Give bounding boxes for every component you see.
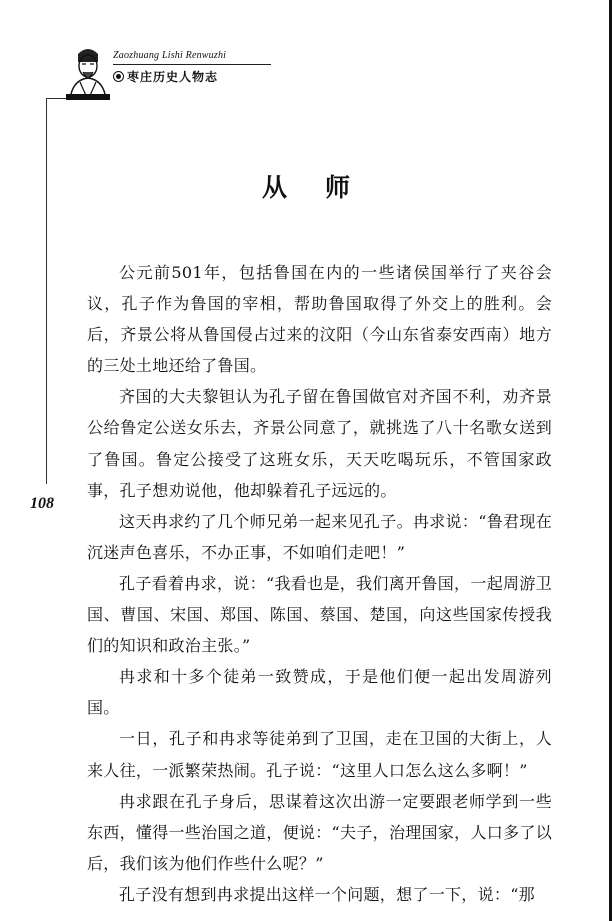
paragraph: 孔子看着冉求，说：“我看也是，我们离开鲁国，一起周游卫国、曹国、宋国、郑国、陈国、蔡国、楚国，向这些国家传授我们的知识和政治主张。” (87, 573, 552, 656)
paragraph: 公元前501年，包括鲁国在内的一些诸侯国举行了夹谷会议，孔子作为鲁国的宰相，帮助鲁国取得了外交上的胜利。会后，齐景公将从鲁国侵占过来的汶阳（今山东省泰安西南）地方的三处土地还给了鲁国。 (87, 263, 552, 376)
chapter-title: 从师 (261, 173, 388, 202)
paragraph: 冉求跟在孔子身后，思谋着这次出游一定要跟老师学到一些东西，懂得一些治国之道，便说：“夫子，治理国家，人口多了以后，我们该为他们作些什么呢？” (87, 791, 552, 873)
series-latin-title: Zaozhuang Lishi Renwuzhi (113, 50, 227, 61)
circle-bullet-icon (113, 71, 124, 82)
margin-rule (46, 98, 47, 484)
series-title (113, 68, 218, 85)
paragraph: 冉求和十多个徒弟一致赞成，于是他们便一起出发周游列国。 (87, 667, 552, 718)
page-number: 108 (30, 495, 54, 512)
header-rule (113, 64, 271, 65)
series-title-text: 枣庄历史人物志 (127, 70, 219, 84)
paragraph: 这天冉求约了几个师兄弟一起来见孔子。冉求说：“鲁君现在沉迷声色喜乐，不办正事，不如咱们走吧！” (87, 511, 552, 562)
confucius-portrait-icon (64, 42, 112, 100)
paragraph: 孔子没有想到冉求提出这样一个问题，想了一下，说：“那 (119, 884, 535, 904)
margin-rule-hook (46, 98, 66, 99)
paragraph: 齐国的大夫黎钽认为孔子留在鲁国做官对齐国不利，劝齐景公给鲁定公送女乐去，齐景公同意了，就挑选了八十名歌女送到了鲁国。鲁定公接受了这班女乐，天天吃喝玩乐，不管国家政事，孔子想劝说他，他却躲着孔子远远的。 (87, 387, 552, 500)
body-text (87, 257, 552, 910)
paragraph: 一日，孔子和冉求等徒弟到了卫国，走在卫国的大街上，人来人往，一派繁荣热闹。孔子说：“这里人口怎么这么多啊！” (87, 729, 552, 780)
